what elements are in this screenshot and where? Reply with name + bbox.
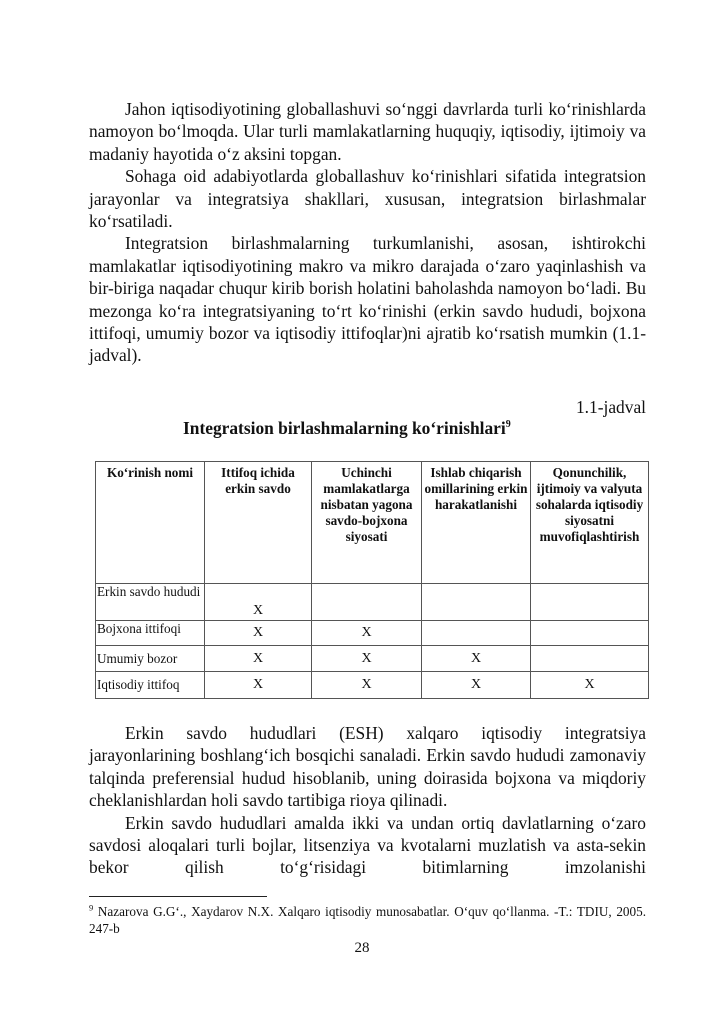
table-row <box>96 646 649 672</box>
page-number: 28 <box>354 940 370 956</box>
table-cell <box>312 584 422 621</box>
row-name: Bojxona ittifoqi <box>96 621 205 646</box>
table-cell: X <box>312 646 422 672</box>
footnote-text: Nazarova G.G‘., Xaydarov N.X. Xalqaro iqtisodiy munosabatlar. O‘quv qo‘llanma. -T.: TDIU, 2005. 247-b <box>89 904 646 936</box>
paragraph: Integratsion birlashmalarning turkumlanishi, asosan, ishtirokchi mamlakatlar iqtisodiyotining makro va mikro darajada o‘zaro yaqinlashish va bir-biriga naqadar chuqur kirib borish holatini baholashda namoyon bo‘ladi. Bu mezonga ko‘ra integratsiyaning to‘rt ko‘rinishi (erkin savdo hududi, bojxona ittifoqi, umumiy bozor va iqtisodiy ittifoqlar)ni ajratib ko‘rsatish mumkin (1.1-jadval). <box>89 233 646 366</box>
integration-forms-table <box>95 461 649 699</box>
table-label: 1.1-jadval <box>575 397 646 417</box>
table-header-row <box>96 462 649 584</box>
row-name: Umumiy bozor <box>96 646 205 672</box>
footnote-number: 9 <box>89 902 94 913</box>
table-cell <box>531 646 649 672</box>
paragraph: Erkin savdo hududlari amalda ikki va undan ortiq davlatlarning o‘zaro savdosi aloqalari turli bojlar, litsenziya va kvotalarni muzlatish va asta-sekin bekor qilish to‘g‘risidagi bitimlarning imzolanishi <box>89 812 646 878</box>
table-cell: X <box>312 672 422 699</box>
body-text-top <box>89 98 646 367</box>
column-header: Uchinchi mamlakatlarga nisbatan yagona savdo-bojxona siyosati <box>312 462 422 584</box>
table-cell: X <box>531 672 649 699</box>
table-cell: X <box>205 584 312 621</box>
row-name: Erkin savdo hududi <box>96 584 205 621</box>
table-row <box>96 672 649 699</box>
table-cell <box>422 584 531 621</box>
column-header: Ko‘rinish nomi <box>96 462 205 584</box>
table-cell: X <box>205 646 312 672</box>
table-cell <box>531 584 649 621</box>
column-header: Ishlab chiqarish omillarining erkin harakatlanishi <box>422 462 531 584</box>
table-row <box>96 621 649 646</box>
row-name: Iqtisodiy ittifoq <box>96 672 205 699</box>
table-cell <box>422 621 531 646</box>
column-header: Qonunchilik, ijtimoiy va valyuta sohalarda iqtisodiy siyosatni muvofiqlashtirish <box>531 462 649 584</box>
paragraph: Jahon iqtisodiyotining globallashuvi so‘nggi davrlarda turli ko‘rinishlarda namoyon bo‘lmoqda. Ular turli mamlakatlarning huquqiy, iqtisodiy, ijtimoiy va madaniy hayotida o‘z aksini topgan. <box>89 99 646 164</box>
table-cell: X <box>422 646 531 672</box>
body-text-bottom <box>89 722 646 879</box>
table-row <box>96 584 649 621</box>
table-cell <box>531 621 649 646</box>
footnote <box>89 903 646 937</box>
table-cell: X <box>205 672 312 699</box>
table-title <box>183 418 511 439</box>
table-cell: X <box>312 621 422 646</box>
table-cell: X <box>205 621 312 646</box>
table-cell: X <box>422 672 531 699</box>
footnote-ref: 9 <box>505 419 511 431</box>
column-header: Ittifoq ichida erkin savdo <box>205 462 312 584</box>
paragraph: Sohaga oid adabiyotlarda globallashuv ko‘rinishlari sifatida integratsion jarayonlar va integratsiya shakllari, xususan, integratsion birlashmalar ko‘rsatiladi. <box>89 166 646 232</box>
table-title-text: Integratsion birlashmalarning ko‘rinishlari <box>183 418 506 438</box>
footnote-divider <box>89 896 267 897</box>
paragraph: Erkin savdo hududlari (ESH) xalqaro iqtisodiy integratsiya jarayonlarining boshlang‘ich bosqichi sanaladi. Erkin savdo hududi zamonaviy talqinda preferensial hudud hisoblanib, uning doirasida bojxona va miqdoriy cheklanishlardan holi savdo tartibiga rioya qilinadi. <box>89 723 646 811</box>
